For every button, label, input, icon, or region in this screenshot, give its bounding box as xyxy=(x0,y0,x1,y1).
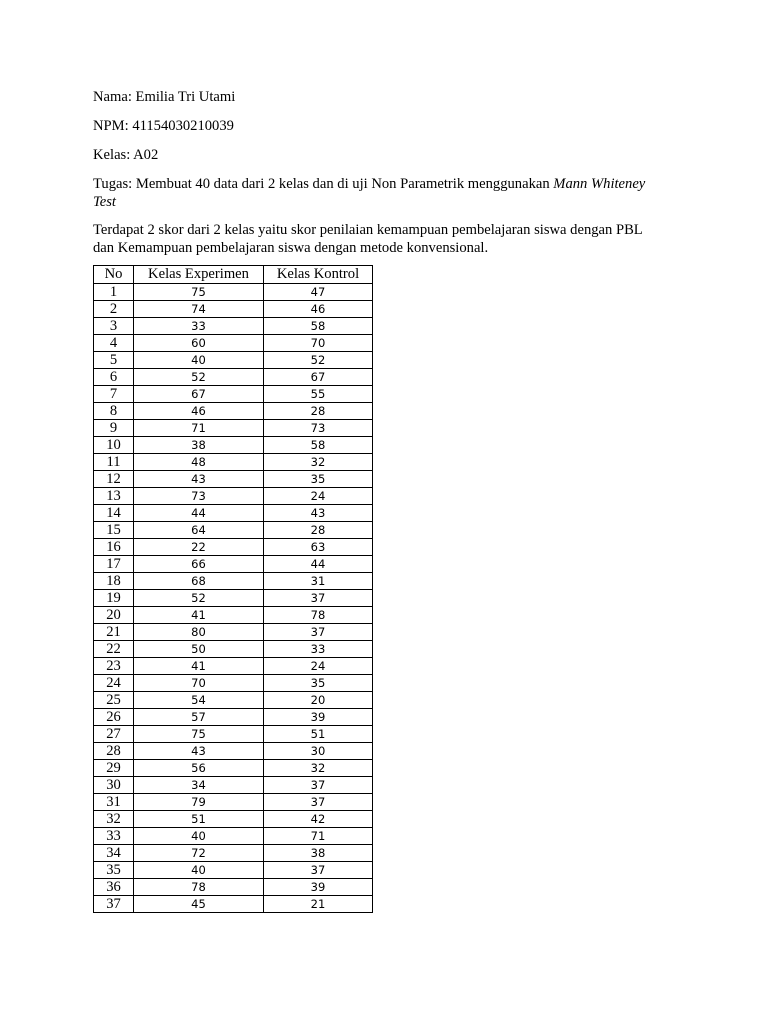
cell-experimen: 43 xyxy=(134,743,264,760)
cell-kontrol: 37 xyxy=(264,777,373,794)
cell-experimen: 40 xyxy=(134,828,264,845)
column-header-kontrol: Kelas Kontrol xyxy=(264,266,373,284)
cell-experimen: 74 xyxy=(134,301,264,318)
cell-experimen: 54 xyxy=(134,692,264,709)
table-row xyxy=(94,573,373,590)
cell-no: 17 xyxy=(94,556,134,573)
cell-no: 20 xyxy=(94,607,134,624)
cell-kontrol: 71 xyxy=(264,828,373,845)
cell-kontrol: 51 xyxy=(264,726,373,743)
cell-experimen: 68 xyxy=(134,573,264,590)
cell-no: 35 xyxy=(94,862,134,879)
column-header-experimen: Kelas Experimen xyxy=(134,266,264,284)
cell-no: 25 xyxy=(94,692,134,709)
cell-no: 32 xyxy=(94,811,134,828)
cell-kontrol: 38 xyxy=(264,845,373,862)
table-row xyxy=(94,624,373,641)
cell-experimen: 33 xyxy=(134,318,264,335)
cell-no: 15 xyxy=(94,522,134,539)
cell-experimen: 72 xyxy=(134,845,264,862)
cell-no: 23 xyxy=(94,658,134,675)
cell-no: 19 xyxy=(94,590,134,607)
cell-no: 8 xyxy=(94,403,134,420)
cell-no: 1 xyxy=(94,284,134,301)
cell-no: 36 xyxy=(94,879,134,896)
cell-experimen: 43 xyxy=(134,471,264,488)
cell-experimen: 46 xyxy=(134,403,264,420)
cell-no: 18 xyxy=(94,573,134,590)
cell-no: 3 xyxy=(94,318,134,335)
cell-no: 37 xyxy=(94,896,134,913)
cell-no: 13 xyxy=(94,488,134,505)
cell-experimen: 64 xyxy=(134,522,264,539)
table-row xyxy=(94,760,373,777)
cell-experimen: 75 xyxy=(134,726,264,743)
cell-kontrol: 67 xyxy=(264,369,373,386)
cell-experimen: 52 xyxy=(134,369,264,386)
cell-no: 21 xyxy=(94,624,134,641)
cell-experimen: 56 xyxy=(134,760,264,777)
table-row xyxy=(94,454,373,471)
cell-experimen: 41 xyxy=(134,658,264,675)
table-row xyxy=(94,862,373,879)
cell-no: 16 xyxy=(94,539,134,556)
cell-experimen: 51 xyxy=(134,811,264,828)
cell-kontrol: 47 xyxy=(264,284,373,301)
cell-kontrol: 32 xyxy=(264,454,373,471)
cell-no: 2 xyxy=(94,301,134,318)
cell-no: 24 xyxy=(94,675,134,692)
table-row xyxy=(94,420,373,437)
cell-kontrol: 55 xyxy=(264,386,373,403)
cell-no: 9 xyxy=(94,420,134,437)
table-row xyxy=(94,590,373,607)
cell-experimen: 40 xyxy=(134,352,264,369)
table-row xyxy=(94,369,373,386)
cell-no: 14 xyxy=(94,505,134,522)
table-row xyxy=(94,301,373,318)
table-row xyxy=(94,437,373,454)
cell-kontrol: 30 xyxy=(264,743,373,760)
cell-no: 31 xyxy=(94,794,134,811)
table-row xyxy=(94,794,373,811)
table-row xyxy=(94,386,373,403)
document-page xyxy=(93,88,663,913)
cell-experimen: 57 xyxy=(134,709,264,726)
cell-no: 4 xyxy=(94,335,134,352)
cell-no: 10 xyxy=(94,437,134,454)
cell-kontrol: 24 xyxy=(264,658,373,675)
assignment-test-name: Mann Whiteney Test xyxy=(93,176,646,210)
table-row xyxy=(94,811,373,828)
cell-kontrol: 24 xyxy=(264,488,373,505)
cell-kontrol: 37 xyxy=(264,862,373,879)
cell-experimen: 66 xyxy=(134,556,264,573)
data-table xyxy=(93,265,373,913)
cell-no: 5 xyxy=(94,352,134,369)
cell-experimen: 75 xyxy=(134,284,264,301)
table-row xyxy=(94,845,373,862)
cell-kontrol: 73 xyxy=(264,420,373,437)
cell-experimen: 41 xyxy=(134,607,264,624)
cell-no: 22 xyxy=(94,641,134,658)
table-row xyxy=(94,879,373,896)
cell-no: 33 xyxy=(94,828,134,845)
table-row xyxy=(94,743,373,760)
table-body xyxy=(94,284,373,913)
cell-experimen: 22 xyxy=(134,539,264,556)
cell-kontrol: 35 xyxy=(264,471,373,488)
table-row xyxy=(94,896,373,913)
table-row xyxy=(94,522,373,539)
cell-experimen: 34 xyxy=(134,777,264,794)
cell-experimen: 60 xyxy=(134,335,264,352)
cell-experimen: 50 xyxy=(134,641,264,658)
table-row xyxy=(94,641,373,658)
cell-experimen: 45 xyxy=(134,896,264,913)
cell-kontrol: 63 xyxy=(264,539,373,556)
student-npm: NPM: 41154030210039 xyxy=(93,118,234,134)
table-header-row xyxy=(94,266,373,284)
cell-experimen: 38 xyxy=(134,437,264,454)
cell-no: 6 xyxy=(94,369,134,386)
cell-kontrol: 37 xyxy=(264,624,373,641)
cell-experimen: 67 xyxy=(134,386,264,403)
table-row xyxy=(94,318,373,335)
table-row xyxy=(94,335,373,352)
cell-kontrol: 28 xyxy=(264,403,373,420)
column-header-no: No xyxy=(94,266,134,284)
cell-kontrol: 58 xyxy=(264,437,373,454)
cell-kontrol: 78 xyxy=(264,607,373,624)
description-paragraph: Terdapat 2 skor dari 2 kelas yaitu skor penilaian kemampuan pembelajaran siswa dengan PBL dan Kemampuan pembelajaran siswa dengan metode konvensional. xyxy=(93,222,643,256)
cell-kontrol: 28 xyxy=(264,522,373,539)
table-row xyxy=(94,352,373,369)
cell-kontrol: 39 xyxy=(264,709,373,726)
table-row xyxy=(94,539,373,556)
table-row xyxy=(94,284,373,301)
cell-no: 34 xyxy=(94,845,134,862)
cell-kontrol: 70 xyxy=(264,335,373,352)
cell-experimen: 80 xyxy=(134,624,264,641)
cell-kontrol: 43 xyxy=(264,505,373,522)
table-row xyxy=(94,658,373,675)
cell-experimen: 44 xyxy=(134,505,264,522)
cell-kontrol: 31 xyxy=(264,573,373,590)
cell-no: 28 xyxy=(94,743,134,760)
table-row xyxy=(94,692,373,709)
table-row xyxy=(94,488,373,505)
table-row xyxy=(94,403,373,420)
table-row xyxy=(94,607,373,624)
table-row xyxy=(94,828,373,845)
cell-experimen: 79 xyxy=(134,794,264,811)
table-row xyxy=(94,777,373,794)
table-row xyxy=(94,556,373,573)
cell-kontrol: 58 xyxy=(264,318,373,335)
cell-kontrol: 33 xyxy=(264,641,373,658)
cell-experimen: 40 xyxy=(134,862,264,879)
cell-kontrol: 35 xyxy=(264,675,373,692)
cell-no: 29 xyxy=(94,760,134,777)
cell-kontrol: 46 xyxy=(264,301,373,318)
cell-kontrol: 20 xyxy=(264,692,373,709)
cell-experimen: 71 xyxy=(134,420,264,437)
cell-experimen: 48 xyxy=(134,454,264,471)
cell-no: 11 xyxy=(94,454,134,471)
cell-no: 12 xyxy=(94,471,134,488)
cell-kontrol: 39 xyxy=(264,879,373,896)
cell-experimen: 52 xyxy=(134,590,264,607)
cell-kontrol: 37 xyxy=(264,794,373,811)
cell-experimen: 70 xyxy=(134,675,264,692)
cell-no: 30 xyxy=(94,777,134,794)
cell-experimen: 78 xyxy=(134,879,264,896)
cell-kontrol: 37 xyxy=(264,590,373,607)
cell-experimen: 73 xyxy=(134,488,264,505)
cell-no: 27 xyxy=(94,726,134,743)
student-name: Nama: Emilia Tri Utami xyxy=(93,89,236,105)
cell-no: 7 xyxy=(94,386,134,403)
assignment-prefix: Tugas: Membuat 40 data dari 2 kelas dan di uji Non Parametrik menggunakan xyxy=(93,176,554,192)
cell-kontrol: 52 xyxy=(264,352,373,369)
table-row xyxy=(94,505,373,522)
student-class: Kelas: A02 xyxy=(93,147,159,163)
assignment-text xyxy=(93,175,663,211)
cell-no: 26 xyxy=(94,709,134,726)
cell-kontrol: 44 xyxy=(264,556,373,573)
cell-kontrol: 21 xyxy=(264,896,373,913)
table-row xyxy=(94,675,373,692)
table-row xyxy=(94,471,373,488)
table-row xyxy=(94,726,373,743)
cell-kontrol: 32 xyxy=(264,760,373,777)
cell-kontrol: 42 xyxy=(264,811,373,828)
table-row xyxy=(94,709,373,726)
